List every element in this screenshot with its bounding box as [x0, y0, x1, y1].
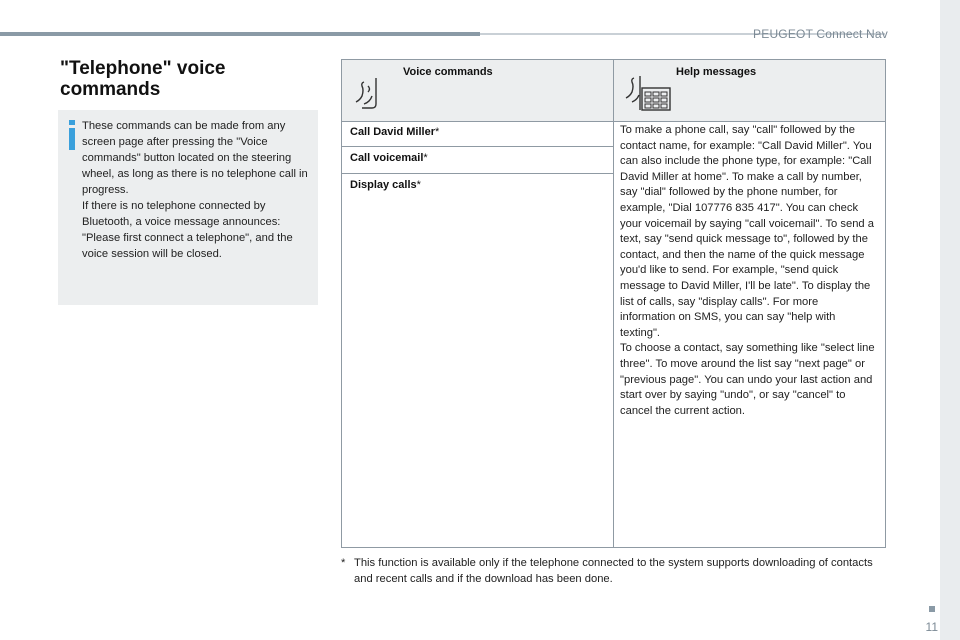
voice-command-icon: [350, 68, 390, 112]
command-label: Call voicemail*: [350, 152, 428, 164]
voice-commands-table: [341, 59, 886, 548]
table-row: [342, 121, 613, 147]
header-brand: PEUGEOT Connect Nav: [753, 27, 888, 41]
page-edge-band: [940, 0, 960, 640]
voice-help-icon: [622, 68, 672, 116]
info-text: [82, 118, 312, 262]
header-label-help: Help messages: [676, 66, 757, 78]
info-paragraph: If there is no telephone connected by Bluetooth, a voice message announces: "Please first connect a telephone", and the voice session will be closed.: [82, 200, 293, 260]
continue-marker: [929, 606, 935, 612]
header-cell-commands: [342, 60, 614, 121]
header-label-commands: Voice commands: [403, 66, 493, 78]
info-icon: [66, 120, 80, 150]
command-label: Display calls*: [350, 179, 421, 191]
info-paragraph: These commands can be made from any screen page after pressing the "Voice commands" button located on the steering wheel, as long as there is no telephone call in progress.: [82, 120, 308, 196]
help-message-text: To make a phone call, say "call" followed by the contact name, for example: "Call David Miller". You can also include the phone type, for example: "Call David Miller at home". To make a call by number, say "dial" followed by the phone number, for example, "Dial 107776 835 417". You can check your voicemail by saying "call voicemail". To send a text, say "send quick message to", followed by the contact, and then the name of the quick message you'd like to send. For example, "send quick message to David Miller, I'll be late". To display the list of calls, say "display calls". For more information on SMS, you can say "help with texting". To choose a contact, say something like "select line three". To move around the list say "next page" or "previous page". You can undo your last action and start over by saying "undo", or say "cancel" to cancel the current action.: [620, 124, 875, 417]
info-box: [58, 110, 318, 305]
page-title: "Telephone" voice commands: [60, 58, 226, 100]
table-header-row: [342, 60, 885, 122]
page-number: 11: [925, 620, 938, 634]
column-divider: [613, 121, 614, 547]
footnote-text: This function is available only if the telephone connected to the system supports downloading of contacts and recent calls and if the download has been done.: [354, 557, 873, 585]
header-cell-help: [614, 60, 885, 121]
command-label: Call David Miller*: [350, 126, 440, 138]
header-rule: [0, 32, 480, 36]
footnote-mark: *: [341, 557, 346, 569]
table-row: [342, 174, 613, 204]
table-row: [342, 147, 613, 174]
